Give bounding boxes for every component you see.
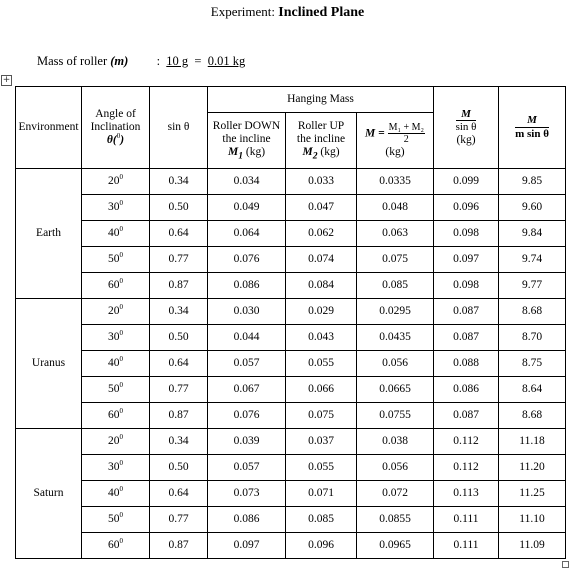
m2-cell: 0.037 xyxy=(286,429,357,455)
table-row xyxy=(16,273,566,299)
m1-cell: 0.034 xyxy=(208,169,286,195)
environment-cell: Saturn xyxy=(16,429,82,559)
document-title xyxy=(0,4,575,21)
angle-cell: $20^0$ xyxy=(82,169,150,195)
header-mean-mass: M = $\frac{\text{M₁ + M₂}}{2}$ (kg) xyxy=(357,113,434,169)
mean-cell: 0.0295 xyxy=(357,299,434,325)
m2-cell: 0.029 xyxy=(286,299,357,325)
angle-cell: $50^0$ xyxy=(82,377,150,403)
ratio1-cell: 0.086 xyxy=(434,377,499,403)
m2-cell: 0.085 xyxy=(286,507,357,533)
ratio1-cell: 0.112 xyxy=(434,429,499,455)
table-row xyxy=(16,247,566,273)
sin-cell: 0.64 xyxy=(150,481,208,507)
title-name: Inclined Plane xyxy=(278,5,365,20)
environment-cell: Earth xyxy=(16,169,82,299)
mean-cell: 0.0435 xyxy=(357,325,434,351)
ratio1-cell: 0.099 xyxy=(434,169,499,195)
results-table xyxy=(15,86,566,559)
mass-symbol: (m) xyxy=(110,54,129,68)
mean-cell: 0.048 xyxy=(357,195,434,221)
m1-cell: 0.076 xyxy=(208,247,286,273)
m1-cell: 0.067 xyxy=(208,377,286,403)
m2-cell: 0.043 xyxy=(286,325,357,351)
ratio2-cell: 11.18 xyxy=(499,429,566,455)
table-row xyxy=(16,455,566,481)
mass-of-roller-line xyxy=(37,54,245,69)
header-angle: Angle of Inclination θ($^0$) xyxy=(82,87,150,169)
ratio2-cell: 9.74 xyxy=(499,247,566,273)
table-row xyxy=(16,351,566,377)
sin-cell: 0.50 xyxy=(150,325,208,351)
m1-cell: 0.030 xyxy=(208,299,286,325)
m1-cell: 0.076 xyxy=(208,403,286,429)
ratio1-cell: 0.087 xyxy=(434,325,499,351)
angle-cell: $50^0$ xyxy=(82,507,150,533)
ratio1-cell: 0.096 xyxy=(434,195,499,221)
mass-colon: : xyxy=(156,54,161,68)
angle-cell: $20^0$ xyxy=(82,429,150,455)
ratio2-cell: 11.20 xyxy=(499,455,566,481)
ratio2-cell: 9.85 xyxy=(499,169,566,195)
table-row xyxy=(16,507,566,533)
ratio1-cell: 0.087 xyxy=(434,403,499,429)
ratio1-cell: 0.097 xyxy=(434,247,499,273)
angle-cell: $50^0$ xyxy=(82,247,150,273)
sin-cell: 0.77 xyxy=(150,377,208,403)
m2-cell: 0.033 xyxy=(286,169,357,195)
m1-cell: 0.057 xyxy=(208,351,286,377)
sin-cell: 0.87 xyxy=(150,403,208,429)
m1-cell: 0.044 xyxy=(208,325,286,351)
mean-cell: 0.085 xyxy=(357,273,434,299)
angle-cell: $30^0$ xyxy=(82,195,150,221)
mean-cell: 0.075 xyxy=(357,247,434,273)
m2-cell: 0.084 xyxy=(286,273,357,299)
m1-cell: 0.064 xyxy=(208,221,286,247)
ratio2-cell: 8.64 xyxy=(499,377,566,403)
ratio2-cell: 9.84 xyxy=(499,221,566,247)
mean-cell: 0.038 xyxy=(357,429,434,455)
sin-cell: 0.34 xyxy=(150,299,208,325)
sin-cell: 0.87 xyxy=(150,273,208,299)
header-roller-up: Roller UP the incline $M_2$ (kg) xyxy=(286,113,357,169)
sin-cell: 0.77 xyxy=(150,247,208,273)
table-row xyxy=(16,429,566,455)
mean-cell: 0.0335 xyxy=(357,169,434,195)
mass-label: Mass of roller xyxy=(37,54,108,68)
sin-cell: 0.34 xyxy=(150,169,208,195)
ratio2-cell: 11.25 xyxy=(499,481,566,507)
environment-cell: Uranus xyxy=(16,299,82,429)
ratio1-cell: 0.098 xyxy=(434,221,499,247)
m1-cell: 0.049 xyxy=(208,195,286,221)
resize-handle-icon[interactable] xyxy=(562,561,569,568)
mean-cell: 0.0965 xyxy=(357,533,434,559)
m2-cell: 0.096 xyxy=(286,533,357,559)
angle-cell: $40^0$ xyxy=(82,351,150,377)
ratio1-cell: 0.111 xyxy=(434,507,499,533)
ratio1-cell: 0.113 xyxy=(434,481,499,507)
m2-cell: 0.055 xyxy=(286,455,357,481)
m2-cell: 0.047 xyxy=(286,195,357,221)
header-sin: sin θ xyxy=(150,87,208,169)
mass-grams: 10 g xyxy=(166,54,189,68)
angle-cell: $60^0$ xyxy=(82,403,150,429)
table-row xyxy=(16,169,566,195)
ratio1-cell: 0.098 xyxy=(434,273,499,299)
ratio2-cell: 11.09 xyxy=(499,533,566,559)
sin-cell: 0.77 xyxy=(150,507,208,533)
angle-cell: $30^0$ xyxy=(82,455,150,481)
m2-cell: 0.062 xyxy=(286,221,357,247)
m2-cell: 0.075 xyxy=(286,403,357,429)
table-row xyxy=(16,325,566,351)
m2-cell: 0.066 xyxy=(286,377,357,403)
table-row xyxy=(16,533,566,559)
sin-cell: 0.50 xyxy=(150,195,208,221)
m2-cell: 0.074 xyxy=(286,247,357,273)
angle-cell: $40^0$ xyxy=(82,481,150,507)
m1-cell: 0.086 xyxy=(208,507,286,533)
ratio2-cell: 8.70 xyxy=(499,325,566,351)
ratio1-cell: 0.087 xyxy=(434,299,499,325)
angle-cell: $40^0$ xyxy=(82,221,150,247)
title-prefix: Experiment: xyxy=(210,4,276,19)
header-ratio-sin: $\frac{M}{\text{sin θ}}$ (kg) xyxy=(434,87,499,169)
m1-cell: 0.039 xyxy=(208,429,286,455)
sin-cell: 0.34 xyxy=(150,429,208,455)
table-row xyxy=(16,195,566,221)
table-row xyxy=(16,299,566,325)
ratio2-cell: 8.68 xyxy=(499,403,566,429)
ratio2-cell: 9.77 xyxy=(499,273,566,299)
m2-cell: 0.055 xyxy=(286,351,357,377)
sin-cell: 0.87 xyxy=(150,533,208,559)
ratio2-cell: 8.75 xyxy=(499,351,566,377)
move-anchor-icon[interactable]: + xyxy=(2,75,11,85)
mass-equals: = xyxy=(194,54,202,68)
sin-cell: 0.64 xyxy=(150,351,208,377)
results-body xyxy=(16,169,566,559)
mean-cell: 0.056 xyxy=(357,351,434,377)
angle-cell: $60^0$ xyxy=(82,273,150,299)
ratio2-cell: 11.10 xyxy=(499,507,566,533)
mean-cell: 0.072 xyxy=(357,481,434,507)
table-row xyxy=(16,221,566,247)
header-hanging-mass: Hanging Mass xyxy=(208,87,434,113)
mean-cell: 0.056 xyxy=(357,455,434,481)
mass-kg: 0.01 kg xyxy=(207,54,246,68)
angle-cell: $30^0$ xyxy=(82,325,150,351)
table-row xyxy=(16,403,566,429)
m1-cell: 0.073 xyxy=(208,481,286,507)
angle-cell: $60^0$ xyxy=(82,533,150,559)
mean-cell: 0.0755 xyxy=(357,403,434,429)
header-roller-down: Roller DOWN the incline $M_1$ (kg) xyxy=(208,113,286,169)
sin-cell: 0.50 xyxy=(150,455,208,481)
sin-cell: 0.64 xyxy=(150,221,208,247)
table-row xyxy=(16,377,566,403)
mean-cell: 0.063 xyxy=(357,221,434,247)
ratio1-cell: 0.112 xyxy=(434,455,499,481)
mean-cell: 0.0855 xyxy=(357,507,434,533)
ratio2-cell: 8.68 xyxy=(499,299,566,325)
mean-cell: 0.0665 xyxy=(357,377,434,403)
header-ratio-msin: $\frac{M}{\text{m sin θ}}$ xyxy=(499,87,566,169)
ratio1-cell: 0.088 xyxy=(434,351,499,377)
m1-cell: 0.057 xyxy=(208,455,286,481)
table-row xyxy=(16,481,566,507)
m2-cell: 0.071 xyxy=(286,481,357,507)
angle-cell: $20^0$ xyxy=(82,299,150,325)
ratio1-cell: 0.111 xyxy=(434,533,499,559)
ratio2-cell: 9.60 xyxy=(499,195,566,221)
m1-cell: 0.097 xyxy=(208,533,286,559)
m1-cell: 0.086 xyxy=(208,273,286,299)
header-environment: Environment xyxy=(16,87,82,169)
